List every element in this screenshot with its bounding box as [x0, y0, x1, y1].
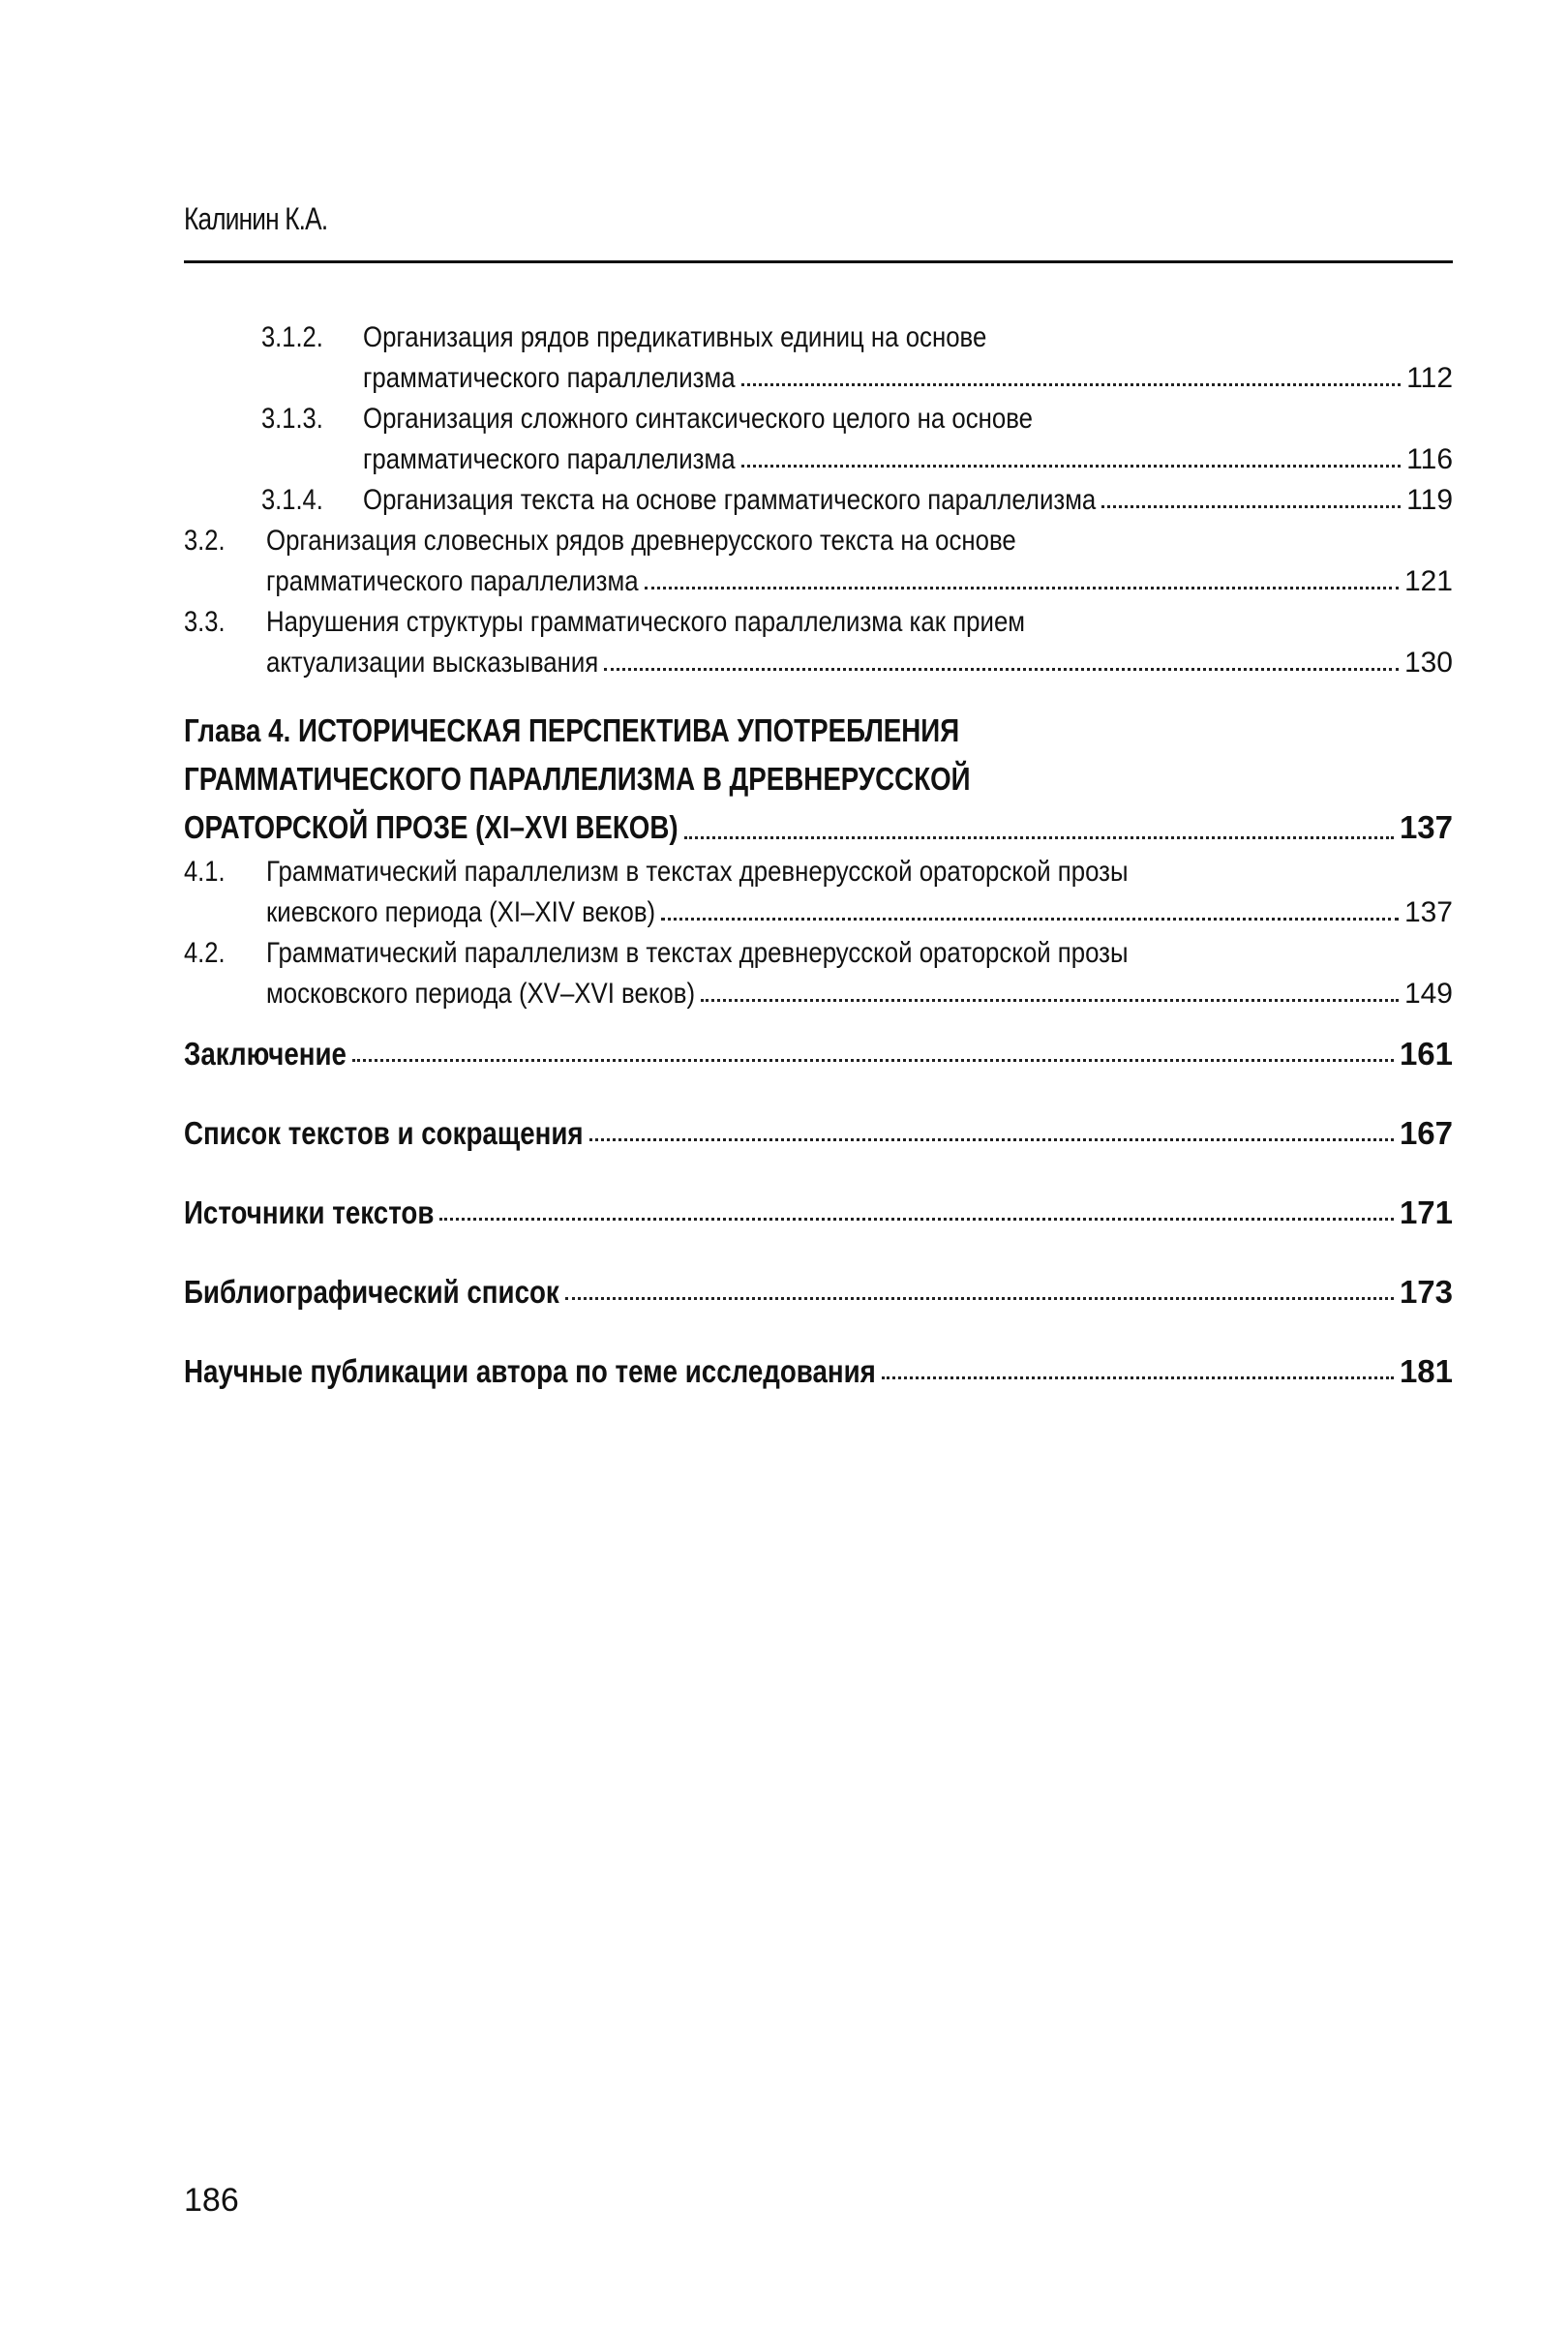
- toc-entry-page: 173: [1399, 1274, 1453, 1310]
- dot-leader: [684, 835, 1394, 839]
- toc-chapter-title: ГРАММАТИЧЕСКОГО ПАРАЛЛЕЛИЗМА В ДРЕВНЕРУССКОЙ: [184, 761, 971, 797]
- page-number: 186: [184, 2182, 239, 2219]
- dot-leader: [741, 464, 1402, 468]
- toc-entry-page: 167: [1399, 1115, 1453, 1151]
- toc-entry-3-1-4[interactable]: [261, 480, 1453, 521]
- toc-section-title: Список текстов и сокращения: [184, 1115, 584, 1151]
- toc-entry-page: 121: [1403, 565, 1453, 597]
- running-header-author: Калинин К.А.: [184, 201, 328, 236]
- toc-entry-4-1[interactable]: [184, 852, 1453, 933]
- toc-entry-text: киевского периода (XI–XIV веков): [266, 896, 656, 928]
- toc-entry-page: 161: [1399, 1036, 1453, 1072]
- toc-entry-text: Организация рядов предикативных единиц на основе: [363, 321, 987, 353]
- toc-entry-text: Организация текста на основе грамматического параллелизма: [363, 484, 1097, 516]
- dot-leader: [352, 1058, 1394, 1062]
- toc-section-title: Источники текстов: [184, 1194, 435, 1230]
- dot-leader: [565, 1296, 1394, 1300]
- toc-entry-3-2[interactable]: [184, 521, 1453, 602]
- dot-leader: [645, 586, 1399, 589]
- dot-leader: [661, 917, 1399, 921]
- toc-entry-4-2[interactable]: [184, 933, 1453, 1014]
- toc-entry-text: грамматического параллелизма: [363, 443, 736, 475]
- toc-section-title: Заключение: [184, 1036, 347, 1072]
- dot-leader: [1101, 504, 1401, 508]
- dot-leader: [589, 1137, 1394, 1141]
- toc-entry-text: грамматического параллелизма: [266, 565, 639, 597]
- toc-entry-number: 3.1.4.: [261, 484, 323, 516]
- toc-entry-page: 181: [1399, 1353, 1453, 1389]
- toc-conclusion[interactable]: [184, 1034, 1453, 1074]
- toc-entry-number: 3.3.: [184, 606, 226, 638]
- toc-entry-page: 112: [1406, 362, 1453, 394]
- toc-section-title: Научные публикации автора по теме исследования: [184, 1353, 876, 1389]
- toc-entry-text: московского периода (XV–XVI веков): [266, 978, 696, 1010]
- toc-entry-page: 119: [1406, 484, 1453, 516]
- toc-text-sources[interactable]: [184, 1193, 1453, 1233]
- toc-entry-page: 137: [1403, 896, 1453, 928]
- toc-entry-text: Нарушения структуры грамматического параллелизма как прием: [266, 606, 1026, 638]
- toc-entry-number: 3.1.2.: [261, 321, 323, 353]
- header-rule: [184, 260, 1453, 263]
- toc-entry-text: грамматического параллелизма: [363, 362, 736, 394]
- dot-leader: [882, 1375, 1394, 1379]
- dot-leader: [701, 998, 1399, 1002]
- toc-entry-3-1-3[interactable]: [261, 399, 1453, 480]
- toc-texts-and-abbreviations[interactable]: [184, 1113, 1453, 1154]
- toc-chapter-4[interactable]: [184, 707, 1453, 852]
- toc-entry-page: 149: [1403, 978, 1453, 1010]
- toc-entry-number: 3.2.: [184, 525, 226, 557]
- toc-entry-page: 116: [1406, 443, 1453, 475]
- toc-entry-number: 3.1.3.: [261, 403, 323, 435]
- toc-entry-text: актуализации высказывания: [266, 647, 599, 679]
- dot-leader: [439, 1217, 1394, 1221]
- toc-entry-3-1-2[interactable]: [261, 317, 1453, 399]
- dot-leader: [741, 382, 1402, 386]
- toc-author-publications[interactable]: [184, 1351, 1453, 1392]
- toc-chapter-title: ОРАТОРСКОЙ ПРОЗЕ (XI–XVI ВЕКОВ): [184, 809, 678, 845]
- toc-entry-text: Грамматический параллелизм в текстах древнерусской ораторской прозы: [266, 937, 1129, 969]
- toc-entry-text: Организация сложного синтаксического целого на основе: [363, 403, 1034, 435]
- toc-entry-page: 137: [1399, 809, 1453, 845]
- toc-entry-text: Организация словесных рядов древнерусского текста на основе: [266, 525, 1016, 557]
- toc-entry-number: 4.1.: [184, 856, 226, 888]
- toc-entry-page: 171: [1399, 1194, 1453, 1230]
- toc-bibliography[interactable]: [184, 1272, 1453, 1313]
- toc-entry-page: 130: [1403, 647, 1453, 679]
- toc-entry-text: Грамматический параллелизм в текстах древнерусской ораторской прозы: [266, 856, 1129, 888]
- toc-chapter-title: Глава 4. ИСТОРИЧЕСКАЯ ПЕРСПЕКТИВА УПОТРЕБЛЕНИЯ: [184, 712, 960, 748]
- toc-section-title: Библиографический список: [184, 1274, 559, 1310]
- toc-entry-number: 4.2.: [184, 937, 226, 969]
- dot-leader: [604, 667, 1399, 671]
- toc-entry-3-3[interactable]: [184, 602, 1453, 683]
